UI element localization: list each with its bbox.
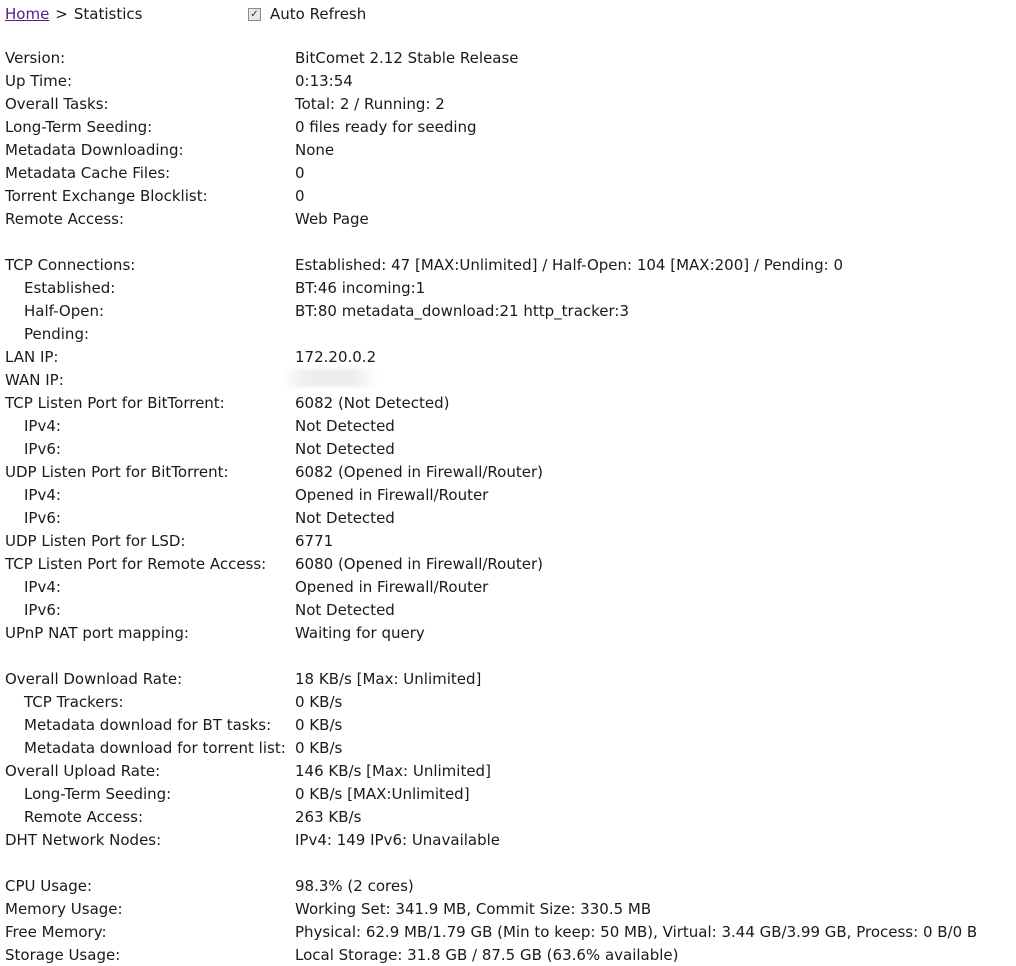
stat-row bbox=[5, 828, 1016, 851]
stat-value: 0:13:54 bbox=[295, 71, 353, 90]
stat-value: 18 KB/s [Max: Unlimited] bbox=[295, 669, 482, 688]
stat-value: Opened in Firewall/Router bbox=[295, 485, 489, 504]
stat-row bbox=[5, 759, 1016, 782]
stat-row bbox=[5, 92, 1016, 115]
auto-refresh-checkbox[interactable]: ✓ bbox=[248, 8, 261, 21]
stat-value: Web Page bbox=[295, 209, 369, 228]
top-bar bbox=[5, 5, 1005, 27]
stat-row bbox=[5, 276, 1016, 299]
stat-label: Metadata Cache Files: bbox=[5, 163, 171, 182]
stat-label: IPv6: bbox=[24, 508, 61, 527]
stat-label: TCP Trackers: bbox=[24, 692, 124, 711]
stat-row bbox=[5, 414, 1016, 437]
stat-label: Overall Upload Rate: bbox=[5, 761, 161, 780]
stat-label: IPv4: bbox=[24, 577, 61, 596]
stat-label: Metadata download for BT tasks: bbox=[24, 715, 272, 734]
stat-row bbox=[5, 874, 1016, 897]
stat-value: Not Detected bbox=[295, 439, 395, 458]
stat-value: 6082 (Not Detected) bbox=[295, 393, 450, 412]
section-spacer bbox=[5, 644, 1016, 667]
stat-label: Half-Open: bbox=[24, 301, 105, 320]
stat-label: IPv6: bbox=[24, 600, 61, 619]
stat-value: IPv4: 149 IPv6: Unavailable bbox=[295, 830, 501, 849]
redacted-value bbox=[295, 369, 379, 391]
stat-value: 0 bbox=[295, 163, 305, 182]
stat-value: None bbox=[295, 140, 335, 159]
stat-row bbox=[5, 138, 1016, 161]
stat-label: Version: bbox=[5, 48, 66, 67]
stat-label: IPv4: bbox=[24, 485, 61, 504]
stat-label: UDP Listen Port for LSD: bbox=[5, 531, 186, 550]
stat-label: Torrent Exchange Blocklist: bbox=[5, 186, 208, 205]
stat-row bbox=[5, 736, 1016, 759]
statistics-list bbox=[5, 46, 1016, 966]
stat-row bbox=[5, 920, 1016, 943]
stat-row bbox=[5, 368, 1016, 391]
stat-value: Not Detected bbox=[295, 416, 395, 435]
auto-refresh-label: Auto Refresh bbox=[270, 5, 367, 23]
stat-label: TCP Connections: bbox=[5, 255, 136, 274]
stat-label: Up Time: bbox=[5, 71, 73, 90]
stat-label: Long-Term Seeding: bbox=[5, 117, 153, 136]
stat-label: Overall Tasks: bbox=[5, 94, 109, 113]
section-spacer bbox=[5, 851, 1016, 874]
breadcrumb-current: Statistics bbox=[73, 5, 143, 23]
stat-row bbox=[5, 460, 1016, 483]
stat-row bbox=[5, 782, 1016, 805]
stat-value: 0 files ready for seeding bbox=[295, 117, 477, 136]
section-spacer bbox=[5, 230, 1016, 253]
stat-label: IPv6: bbox=[24, 439, 61, 458]
stat-label: DHT Network Nodes: bbox=[5, 830, 162, 849]
stat-value: 0 bbox=[295, 186, 305, 205]
stat-row bbox=[5, 322, 1016, 345]
stat-value: Physical: 62.9 MB/1.79 GB (Min to keep: 50 MB), Virtual: 3.44 GB/3.99 GB, Process: 0 B/0 B bbox=[295, 922, 978, 941]
stat-value: 6082 (Opened in Firewall/Router) bbox=[295, 462, 543, 481]
stat-value: BitComet 2.12 Stable Release bbox=[295, 48, 519, 67]
stat-label: Pending: bbox=[24, 324, 90, 343]
stat-label: Free Memory: bbox=[5, 922, 107, 941]
stat-row bbox=[5, 529, 1016, 552]
stat-row bbox=[5, 598, 1016, 621]
stat-row bbox=[5, 897, 1016, 920]
stat-label: CPU Usage: bbox=[5, 876, 93, 895]
stat-label: UDP Listen Port for BitTorrent: bbox=[5, 462, 229, 481]
stat-value: 0 KB/s [MAX:Unlimited] bbox=[295, 784, 470, 803]
stat-row bbox=[5, 506, 1016, 529]
stat-value: Waiting for query bbox=[295, 623, 425, 642]
stat-row bbox=[5, 345, 1016, 368]
auto-refresh-toggle[interactable] bbox=[248, 5, 366, 23]
stat-value: Established: 47 [MAX:Unlimited] / Half-Open: 104 [MAX:200] / Pending: 0 bbox=[295, 255, 844, 274]
stat-label: Established: bbox=[24, 278, 116, 297]
stat-value: Not Detected bbox=[295, 508, 395, 527]
stat-value: 146 KB/s [Max: Unlimited] bbox=[295, 761, 491, 780]
stat-label: TCP Listen Port for BitTorrent: bbox=[5, 393, 225, 412]
breadcrumb-separator: > bbox=[55, 5, 68, 23]
stat-value: Opened in Firewall/Router bbox=[295, 577, 489, 596]
stat-row bbox=[5, 575, 1016, 598]
stat-value: 98.3% (2 cores) bbox=[295, 876, 414, 895]
stat-value: 0 KB/s bbox=[295, 738, 343, 757]
stat-row bbox=[5, 161, 1016, 184]
stat-row bbox=[5, 69, 1016, 92]
redaction-blur bbox=[283, 369, 379, 387]
stat-row bbox=[5, 667, 1016, 690]
stat-row bbox=[5, 253, 1016, 276]
stat-value: 263 KB/s bbox=[295, 807, 362, 826]
stat-row bbox=[5, 46, 1016, 69]
stat-value: 0 KB/s bbox=[295, 692, 343, 711]
stat-row bbox=[5, 483, 1016, 506]
stat-label: WAN IP: bbox=[5, 370, 64, 389]
stat-label: TCP Listen Port for Remote Access: bbox=[5, 554, 267, 573]
stat-value: BT:46 incoming:1 bbox=[295, 278, 426, 297]
stat-row bbox=[5, 690, 1016, 713]
stat-value: 6771 bbox=[295, 531, 334, 550]
stat-label: Storage Usage: bbox=[5, 945, 121, 964]
breadcrumb bbox=[5, 5, 142, 23]
stat-label: Overall Download Rate: bbox=[5, 669, 183, 688]
stat-value: Not Detected bbox=[295, 600, 395, 619]
stat-row bbox=[5, 552, 1016, 575]
stat-row bbox=[5, 437, 1016, 460]
breadcrumb-home-link[interactable]: Home bbox=[5, 5, 50, 23]
stat-row bbox=[5, 115, 1016, 138]
stat-row bbox=[5, 621, 1016, 644]
stat-label: IPv4: bbox=[24, 416, 61, 435]
stat-value: 6080 (Opened in Firewall/Router) bbox=[295, 554, 543, 573]
stat-label: UPnP NAT port mapping: bbox=[5, 623, 189, 642]
stat-row bbox=[5, 943, 1016, 966]
stat-label: Remote Access: bbox=[5, 209, 125, 228]
stat-label: LAN IP: bbox=[5, 347, 59, 366]
stat-value: BT:80 metadata_download:21 http_tracker:3 bbox=[295, 301, 630, 320]
stat-row bbox=[5, 391, 1016, 414]
stat-value: Total: 2 / Running: 2 bbox=[295, 94, 445, 113]
stat-value: Working Set: 341.9 MB, Commit Size: 330.5 MB bbox=[295, 899, 652, 918]
stat-row bbox=[5, 184, 1016, 207]
stat-value: 0 KB/s bbox=[295, 715, 343, 734]
stat-row bbox=[5, 805, 1016, 828]
stat-row bbox=[5, 299, 1016, 322]
stat-label: Remote Access: bbox=[24, 807, 144, 826]
stat-label: Metadata Downloading: bbox=[5, 140, 184, 159]
stat-value: Local Storage: 31.8 GB / 87.5 GB (63.6% available) bbox=[295, 945, 679, 964]
stat-row bbox=[5, 207, 1016, 230]
stat-label: Metadata download for torrent list: bbox=[24, 738, 286, 757]
stat-label: Long-Term Seeding: bbox=[24, 784, 172, 803]
stat-value: 172.20.0.2 bbox=[295, 347, 377, 366]
stat-row bbox=[5, 713, 1016, 736]
stat-label: Memory Usage: bbox=[5, 899, 123, 918]
